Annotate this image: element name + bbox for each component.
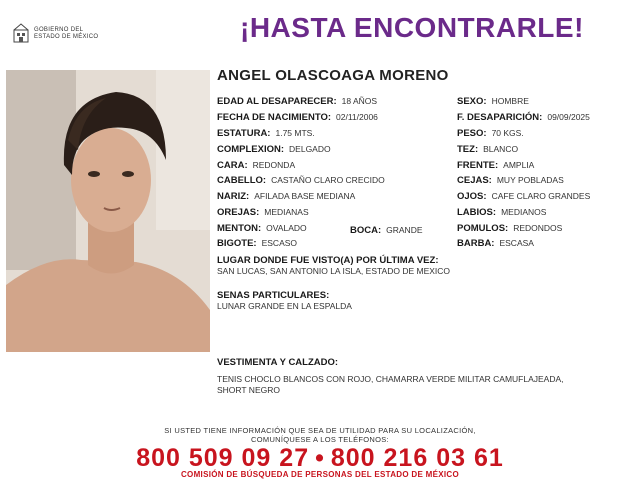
field-fecha-nacimiento bbox=[217, 111, 378, 124]
field-sexo bbox=[457, 95, 529, 108]
field-frente bbox=[457, 159, 534, 172]
field-peso bbox=[457, 127, 524, 140]
field-edad bbox=[217, 95, 377, 108]
field-label: TEZ: bbox=[457, 144, 479, 155]
field-value: 02/11/2006 bbox=[336, 112, 378, 122]
field-value: REDONDOS bbox=[513, 223, 563, 233]
marks-text: LUNAR GRANDE EN LA ESPALDA bbox=[217, 301, 352, 311]
headline: ¡HASTA ENCONTRARLE! bbox=[240, 12, 584, 43]
clothing-line2: SHORT NEGRO bbox=[217, 385, 280, 395]
field-value: GRANDE bbox=[386, 225, 423, 235]
phone-number-1[interactable]: 800 509 09 27 bbox=[136, 444, 310, 472]
field-value: 18 AÑOS bbox=[341, 96, 378, 106]
portrait-image bbox=[6, 70, 210, 352]
missing-person-photo bbox=[6, 70, 210, 352]
field-bigote bbox=[217, 237, 297, 250]
field-value: ESCASA bbox=[499, 238, 534, 248]
field-value: ESCASO bbox=[261, 238, 298, 248]
state-emblem-icon bbox=[12, 22, 30, 44]
field-label: LABIOS: bbox=[457, 207, 497, 218]
field-ojos bbox=[457, 190, 590, 203]
field-value: MEDIANAS bbox=[264, 207, 309, 217]
field-value: CASTAÑO CLARO CRECIDO bbox=[271, 175, 385, 185]
field-label: OREJAS: bbox=[217, 207, 260, 218]
field-value: MUY POBLADAS bbox=[496, 175, 564, 185]
field-value: REDONDA bbox=[252, 160, 296, 170]
field-cejas bbox=[457, 174, 564, 187]
field-label: CABELLO: bbox=[217, 175, 267, 186]
commission-name: COMISIÓN DE BÚSQUEDA DE PERSONAS DEL ESTADO DE MÉXICO bbox=[180, 470, 459, 479]
field-fecha-desaparicion bbox=[457, 111, 590, 124]
field-value: DELGADO bbox=[289, 144, 331, 154]
field-label: CEJAS: bbox=[457, 175, 492, 186]
field-label: BIGOTE: bbox=[217, 238, 257, 249]
clothing-title: VESTIMENTA Y CALZADO: bbox=[217, 357, 339, 368]
field-label: COMPLEXION: bbox=[217, 144, 285, 155]
phone-separator: • bbox=[315, 444, 325, 472]
field-value: MEDIANOS bbox=[501, 207, 547, 217]
field-cabello bbox=[217, 174, 385, 187]
field-value: AMPLIA bbox=[503, 160, 535, 170]
field-cara bbox=[217, 159, 295, 172]
marks-title: SENAS PARTICULARES: bbox=[217, 290, 330, 301]
field-label: F. DESAPARICIÓN: bbox=[457, 112, 543, 123]
field-orejas bbox=[217, 206, 309, 219]
field-label: SEXO: bbox=[457, 96, 487, 107]
field-nariz bbox=[217, 190, 355, 203]
field-label: BARBA: bbox=[457, 238, 495, 249]
phone-numbers bbox=[0, 444, 640, 473]
field-boca bbox=[350, 224, 423, 237]
last-seen-title: LUGAR DONDE FUE VISTO(A) POR ÚLTIMA VEZ: bbox=[217, 255, 439, 266]
field-label: FRENTE: bbox=[457, 160, 499, 171]
field-tez bbox=[457, 143, 518, 156]
field-value: 09/09/2025 bbox=[547, 112, 590, 122]
field-barba bbox=[457, 237, 534, 250]
last-seen-text: SAN LUCAS, SAN ANTONIO LA ISLA, ESTADO DE MEXICO bbox=[217, 266, 451, 276]
field-label: ESTATURA: bbox=[217, 128, 271, 139]
government-logo bbox=[12, 22, 122, 48]
phone-number-2[interactable]: 800 216 03 61 bbox=[330, 444, 504, 472]
contact-note-line1: SI USTED TIENE INFORMACIÓN QUE SEA DE UTILIDAD PARA SU LOCALIZACIÓN, bbox=[164, 426, 476, 435]
contact-note-line2: COMUNÍQUESE A LOS TELÉFONOS: bbox=[251, 435, 389, 444]
field-label: CARA: bbox=[217, 160, 248, 171]
field-label: OJOS: bbox=[457, 191, 487, 202]
field-labios bbox=[457, 206, 546, 219]
field-label: POMULOS: bbox=[457, 223, 509, 234]
gov-logo-line1: GOBIERNO DEL bbox=[34, 27, 84, 33]
gov-logo-line2: ESTADO DE MÉXICO bbox=[34, 34, 99, 40]
field-value: CAFE CLARO GRANDES bbox=[491, 191, 591, 201]
field-value: AFILADA BASE MEDIANA bbox=[254, 191, 356, 201]
field-label: NARIZ: bbox=[217, 191, 250, 202]
clothing-line1: TENIS CHOCLO BLANCOS CON ROJO, CHAMARRA VERDE MILITAR CAMUFLAJEADA, bbox=[217, 374, 564, 384]
field-complexion bbox=[217, 143, 331, 156]
field-label: MENTON: bbox=[217, 223, 262, 234]
field-pomulos bbox=[457, 222, 562, 235]
field-menton bbox=[217, 222, 307, 235]
field-label: FECHA DE NACIMIENTO: bbox=[217, 112, 331, 123]
field-value: 1.75 MTS. bbox=[275, 128, 315, 138]
field-estatura bbox=[217, 127, 315, 140]
field-value: BLANCO bbox=[483, 144, 519, 154]
field-label: EDAD AL DESAPARECER: bbox=[217, 96, 337, 107]
field-label: BOCA: bbox=[350, 225, 382, 236]
field-value: 70 KGS. bbox=[491, 128, 524, 138]
field-value: HOMBRE bbox=[491, 96, 529, 106]
person-name: ANGEL OLASCOAGA MORENO bbox=[217, 67, 449, 84]
field-value: OVALADO bbox=[266, 223, 307, 233]
field-label: PESO: bbox=[457, 128, 487, 139]
